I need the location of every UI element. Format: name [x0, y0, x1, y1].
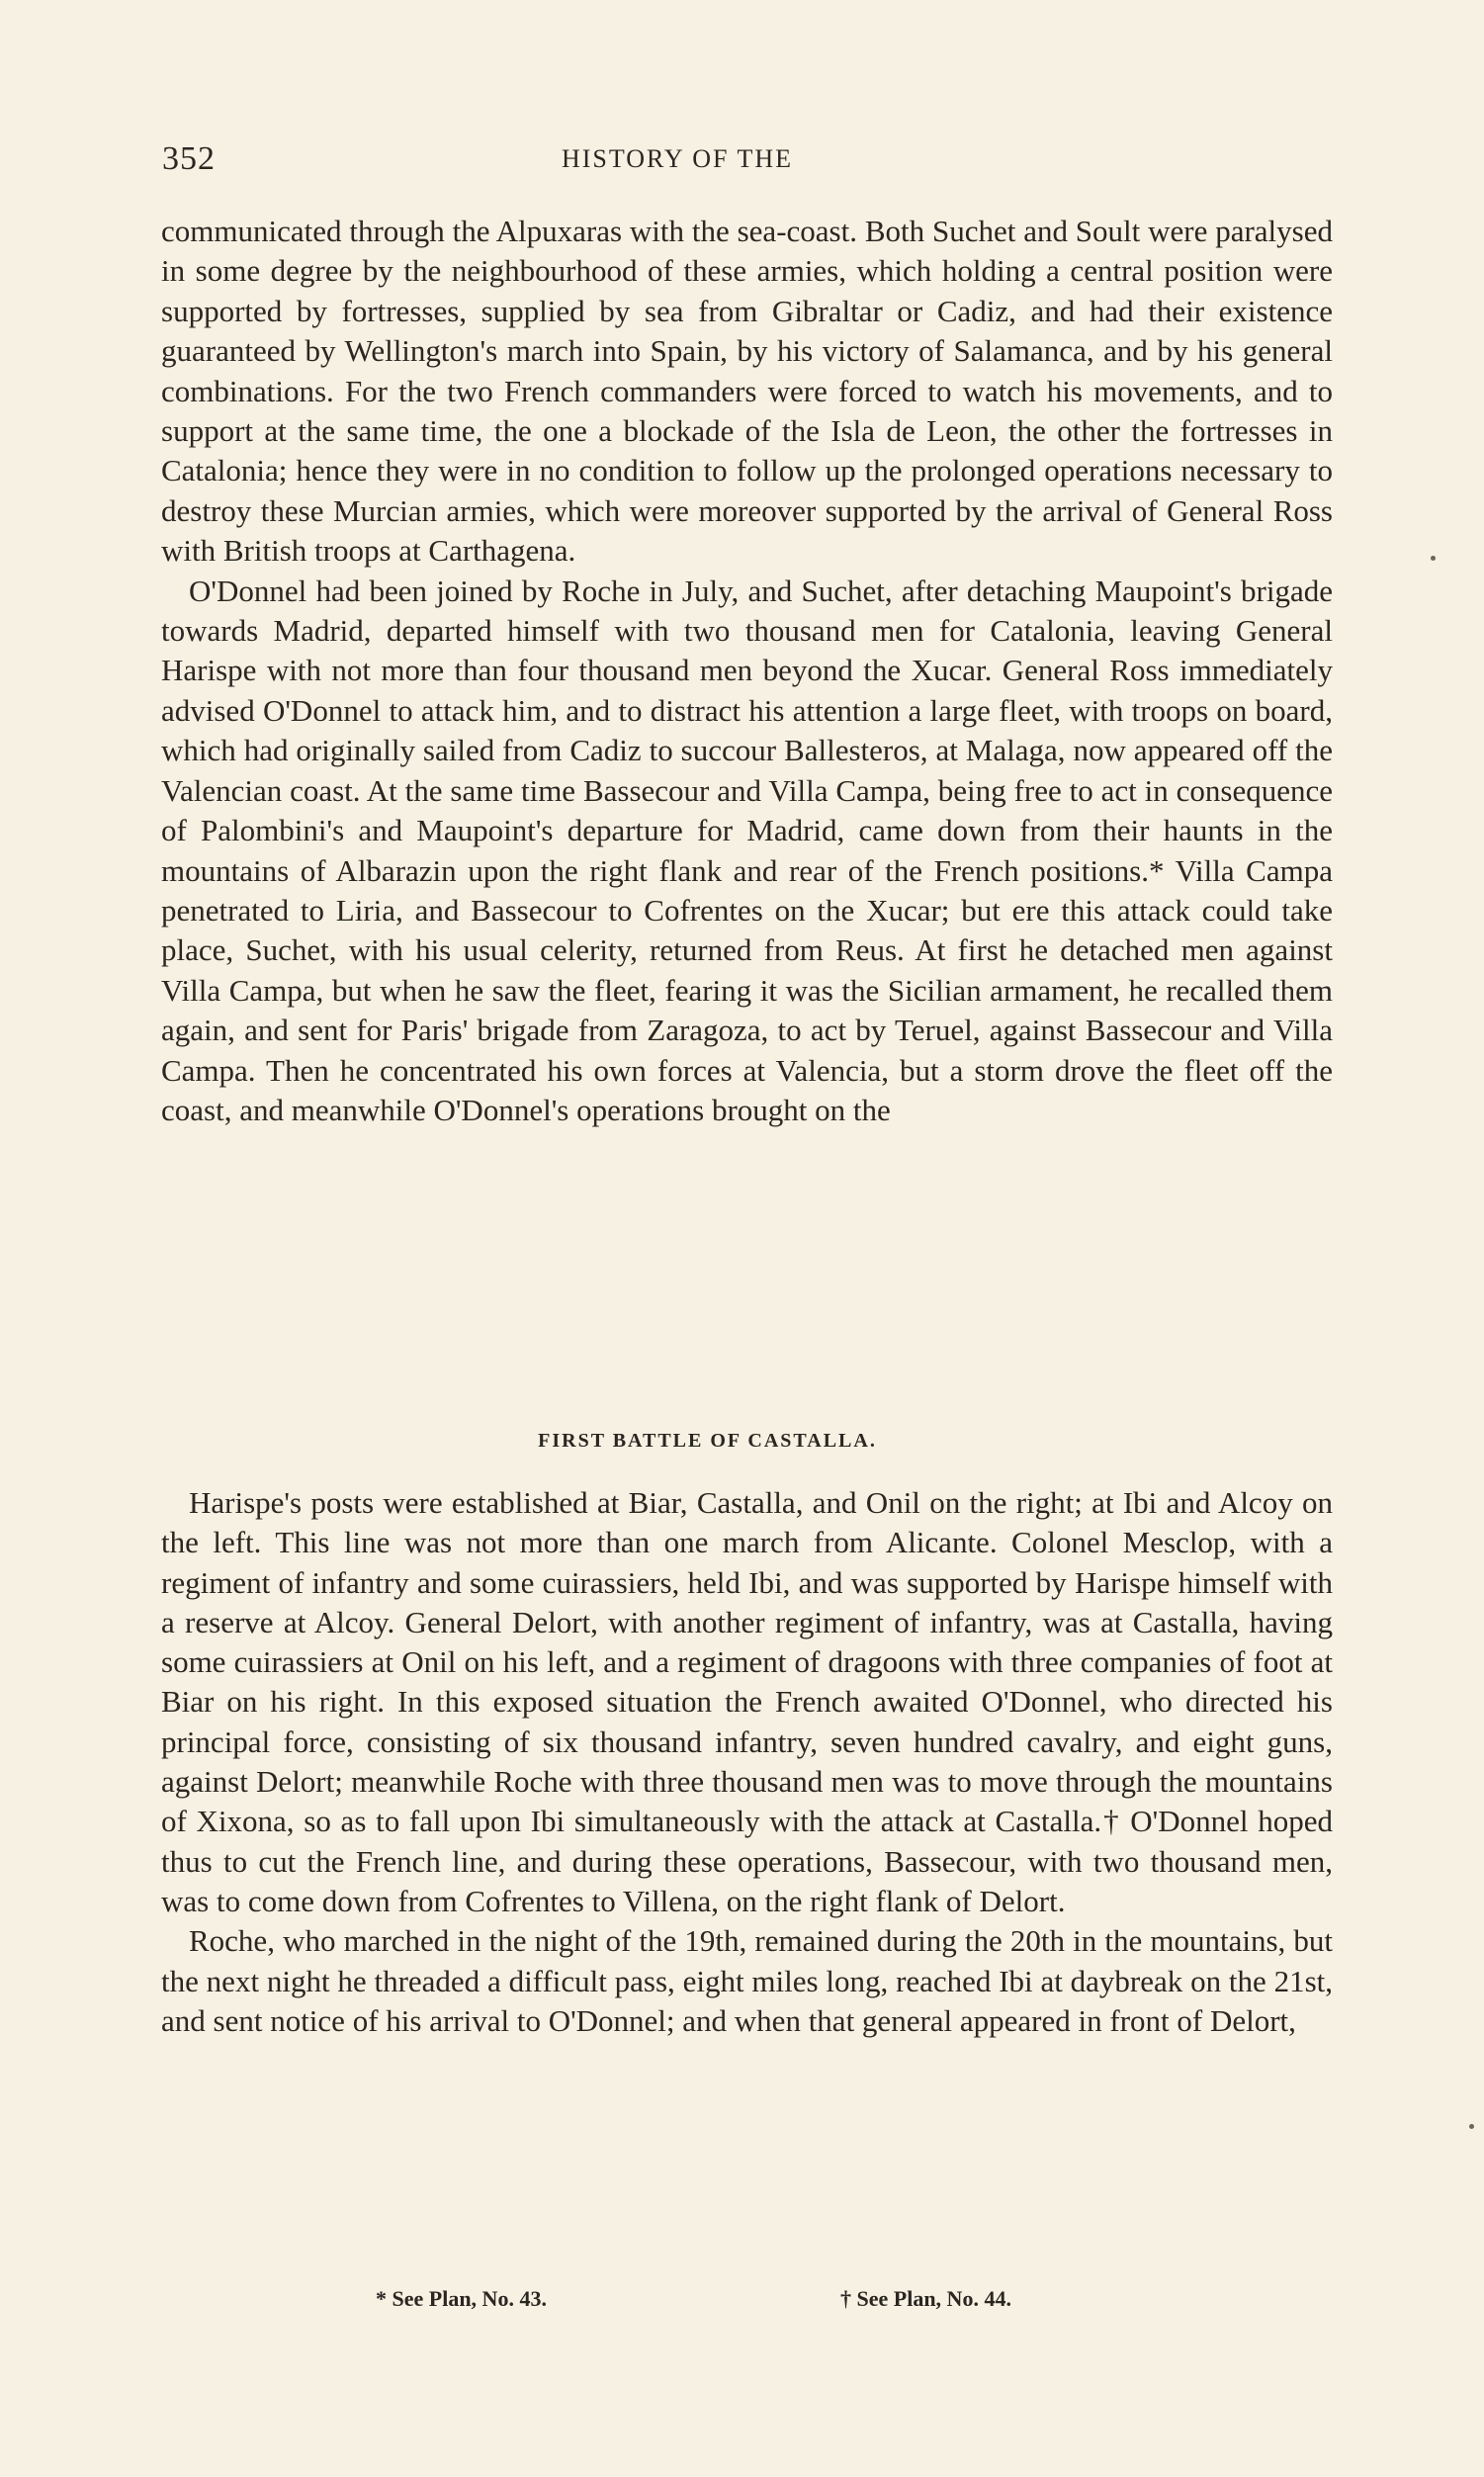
body-text-top: [161, 212, 1333, 1130]
margin-dot: [1469, 2124, 1474, 2129]
paragraph: Harispe's posts were established at Biar, Castalla, and Onil on the right; at Ibi and Alcoy on the left. This line was not more than one march from Alicante. Colonel Mesclop, with a regiment of infantry and some cuirassiers, held Ibi, and was supported by Harispe himself with a reserve at Alcoy. General Delort, with another regiment of infantry, was at Castalla, having some cuirassiers at Onil on his left, and a regiment of dragoons with three companies of foot at Biar on his right. In this exposed situation the French awaited O'Donnel, who directed his principal force, consisting of six thousand infantry, seven hundred cavalry, and eight guns, against Delort; meanwhile Roche with three thousand men was to move through the mountains of Xixona, so as to fall upon Ibi simultaneously with the attack at Castalla.† O'Donnel hoped thus to cut the French line, and during these operations, Bassecour, with two thousand men, was to come down from Cofrentes to Villena, on the right flank of Delort.: [161, 1485, 1333, 1918]
body-text-bottom: [161, 1483, 1333, 2041]
footnote: * See Plan, No. 43.: [376, 2286, 547, 2311]
footnote: † See Plan, No. 44.: [840, 2286, 1011, 2311]
page-header: [158, 140, 1335, 180]
running-head: HISTORY OF THE: [561, 144, 794, 173]
paragraph: Roche, who marched in the night of the 19th, remained during the 20th in the mountains, but the next night he threaded a difficult pass, eight miles long, reached Ibi at daybreak on the 21st, and sent notice of his arrival to O'Donnel; and when that general appeared in front of Delort,: [161, 1923, 1333, 2038]
section-heading: FIRST BATTLE OF CASTALLA.: [538, 1430, 877, 1452]
margin-dot: [1431, 556, 1436, 561]
paragraph: O'Donnel had been joined by Roche in July, and Suchet, after detaching Maupoint's brigade towards Madrid, departed himself with two thousand men for Catalonia, leaving General Harispe with not more than four thousand men beyond the Xucar. General Ross immediately advised O'Donnel to attack him, and to distract his attention a large fleet, with troops on board, which had originally sailed from Cadiz to succour Ballesteros, at Malaga, now appeared off the Valencian coast. At the same time Bassecour and Villa Campa, being free to act in consequence of Palombini's and Maupoint's departure for Madrid, came down from their haunts in the mountains of Albarazin upon the right flank and rear of the French positions.* Villa Campa penetrated to Liria, and Bassecour to Cofrentes on the Xucar; but ere this attack could take place, Suchet, with his usual celerity, returned from Reus. At first he detached men against Villa Campa, but when he saw the fleet, fearing it was the Sicilian armament, he recalled them again, and sent for Paris' brigade from Zaragoza, to act by Teruel, against Bassecour and Villa Campa. Then he concentrated his own forces at Valencia, but a storm drove the fleet off the coast, and meanwhile O'Donnel's operations brought on the: [161, 573, 1333, 1127]
paragraph: communicated through the Alpuxaras with the sea-coast. Both Suchet and Soult were paralysed in some degree by the neighbourhood of these armies, which holding a central position were supported by fortresses, supplied by sea from Gibraltar or Cadiz, and had their existence guaranteed by Wellington's march into Spain, by his victory of Salamanca, and by his general combinations. For the two French commanders were forced to watch his movements, and to support at the same time, the one a blockade of the Isla de Leon, the other the fortresses in Catalonia; hence they were in no condition to follow up the prolonged operations necessary to destroy these Murcian armies, which were moreover supported by the arrival of General Ross with British troops at Carthagena.: [161, 214, 1333, 569]
page-number: 352: [162, 140, 216, 177]
